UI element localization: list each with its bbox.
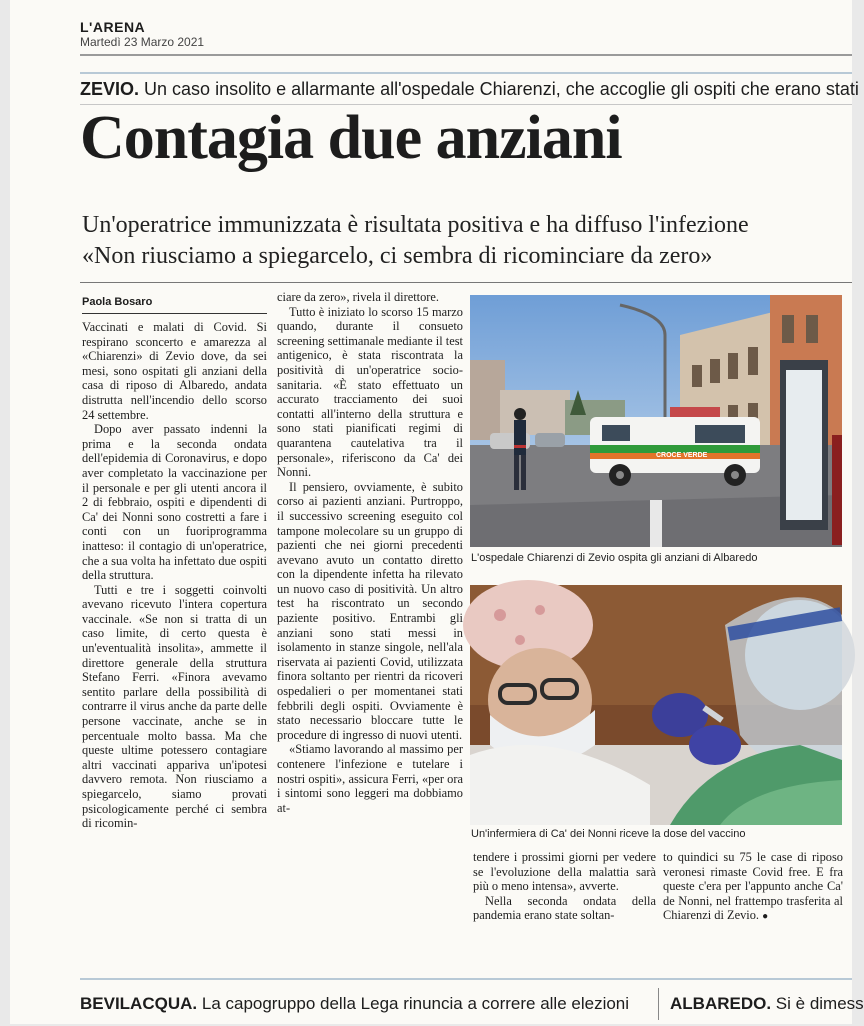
paragraph: Nella seconda ondata della pandemia erano state soltan-	[473, 893, 656, 923]
bottom-right-place: ALBAREDO.	[670, 994, 772, 1013]
subhead-rule	[80, 282, 852, 283]
end-mark: ●	[762, 911, 769, 923]
bottom-kicker-right	[670, 994, 864, 1014]
paragraph: «Stiamo lavorando al massimo per contenere l'infezione e tutelare i nostri ospiti», assicura Ferri, «per ora i sintomi sono leggeri ma dobbiamo at-	[277, 742, 463, 815]
hospital-street-image	[470, 295, 842, 547]
newspaper-page	[10, 0, 864, 1024]
paragraph: Tutto è iniziato lo scorso 15 marzo quando, durante il consueto screening settimanale mediante il test antigenico, è stata riscontrata la positività di un'operatrice socio-sanitaria. «È stato effettuato un accurato tracciamento dei suoi contatti all'interno della struttura e sono stati pianificati regimi di quarantena cautelativa tra il personale», riferiscono da Ca' dei Nonni.	[277, 304, 463, 480]
paragraph: to quindici su 75 le case di riposo veronesi rimaste Covid free. E fra queste c'era per l'appunto anche Ca' de Nonni, nel frattempo trasferita al Chiarenzi di Zevio. ●	[663, 850, 843, 923]
headline: Contagia due anziani	[80, 104, 622, 172]
newspaper-logo: L'ARENA	[80, 19, 146, 35]
article-column-4	[663, 850, 843, 970]
bottom-photo-caption: Un'infermiera di Ca' dei Nonni riceve la dose del vaccino	[471, 828, 746, 840]
issue-date: Martedì 23 Marzo 2021	[80, 35, 205, 49]
article-column-1	[82, 320, 267, 970]
paragraph: Dopo aver passato indenni la prima e la seconda ondata dell'epidemia di Coronavirus, e dopo aver completato la vaccinazione per il personale e per gli utenti ancora il 2 di febbraio, ospiti e dipendenti di Ca' dei Nonni sono costretti a fare i conti con un fuoriprogramma inatteso: il contagio di un'operatrice, che a sua volta ha infettato due ospiti della struttura.	[82, 422, 267, 583]
bottom-right-text: Si è dimess	[775, 994, 864, 1013]
bottom-strip-divider	[658, 988, 659, 1020]
subhead-line-1: Un'operatrice immunizzata è risultata positiva e ha diffuso l'infezione	[82, 212, 749, 238]
subhead-line-2: «Non riusciamo a spiegarcelo, ci sembra di ricominciare da zero»	[82, 243, 713, 269]
bottom-kicker-left	[80, 994, 629, 1014]
kicker-text: Un caso insolito e allarmante all'ospedale Chiarenzi, che accoglie gli ospiti che erano stati	[144, 79, 859, 99]
article-column-2	[277, 290, 463, 970]
top-photo-caption: L'ospedale Chiarenzi di Zevio ospita gli anziani di Albaredo	[471, 552, 758, 564]
paragraph: tendere i prossimi giorni per vedere se l'evoluzione della malattia sarà più o meno intensa», avverte.	[473, 850, 656, 894]
paragraph: Vaccinati e malati di Covid. Si respirano sconcerto e amarezza al «Chiarenzi» di Zevio dove, da sei mesi, sono ospitati gli anziani della casa di riposo di Albaredo, andata distrutta nell'incendio dello scorso 24 settembre.	[82, 320, 267, 422]
masthead-rule	[80, 54, 852, 56]
author-byline: Paola Bosaro	[82, 296, 153, 308]
article-column-3	[473, 850, 656, 970]
vaccination-photo	[470, 585, 842, 825]
paragraph: ciare da zero», rivela il direttore.	[277, 290, 440, 304]
hospital-street-photo	[470, 295, 842, 547]
paragraph: Il pensiero, ovviamente, è subito corso ai pazienti anziani. Purtroppo, il successivo screening eseguito col tampone molecolare su un gruppo di pazienti che nei giorni precedenti avevano avuto un contatto diretto con la dipendente infetta ha rilevato un nuovo caso di positività. Un altro test ha riscontrato un secondo paziente positivo. Entrambi gli anziani sono stati messi in isolamento in stanze singole, nell'ala riservata ai pazienti Covid, utilizzata finora soltanto per rientri da ricoveri ospedalieri o per momentanei stati febbrili degli ospiti. Ovviamente è stato necessario bloccare tutte le procedure di ingresso di nuovi utenti.	[277, 479, 463, 742]
bottom-left-text: La capogruppo della Lega rinuncia a correre alle elezioni	[201, 994, 630, 1013]
bottom-left-place: BEVILACQUA.	[80, 994, 198, 1013]
paragraph: Tutti e tre i soggetti coinvolti avevano ricevuto l'intera copertura vaccinale. «Se non si tratta di un caso limite, di certo questa è un'eventualità insolita», ammette il direttore generale della struttura Stefano Ferri. «Finora avevamo sentito parlare della possibilità di contrarre il virus anche da parte delle persone vaccinate, anche se in percentuale molto bassa. Ma che queste ultime potessero contagiare altri vaccinati appariva un'ipotesi davvero remota. Non riusciamo a spiegarcelo, siamo provati psicologicamente perché ci sembra di ricomin-	[82, 582, 267, 831]
subheadline	[82, 210, 852, 272]
ambulance-label: CROCE VERDE	[656, 452, 708, 459]
vaccination-image	[470, 585, 842, 825]
masthead	[80, 20, 204, 49]
author-rule	[82, 313, 267, 314]
bottom-kicker-strip	[80, 978, 864, 1026]
kicker-place: ZEVIO.	[80, 79, 140, 99]
